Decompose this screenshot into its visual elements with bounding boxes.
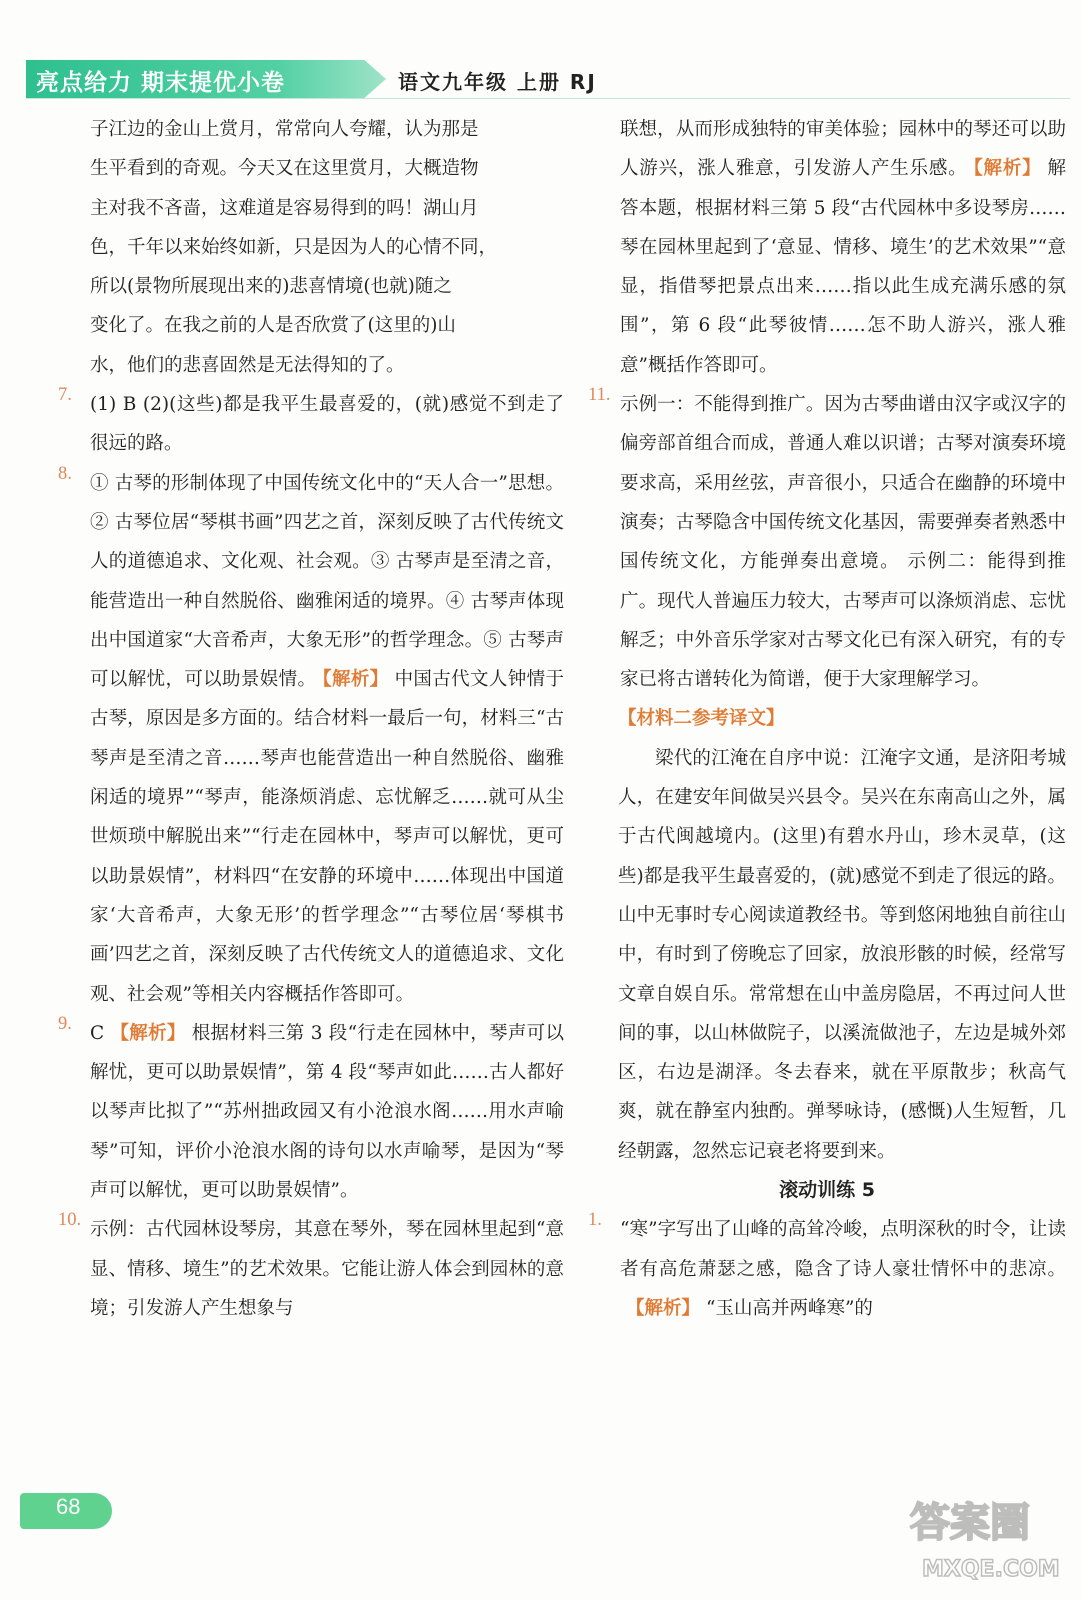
page-number: 68 (56, 1494, 81, 1519)
question-number: 10. (58, 1210, 82, 1231)
text-line: 所以(景物所展现出来的)悲喜情境(也就)随之 (90, 276, 452, 298)
text-line: 水，他们的悲喜固然是无法得知的了。 (90, 354, 405, 376)
header-rule (26, 98, 1070, 99)
subject-title: 语文九年级 上册 RJ (398, 70, 597, 94)
answer-9 (58, 1014, 564, 1210)
text-line: 子江边的金山上赏月，常常向人夸耀，认为那是 (90, 119, 479, 140)
brand-title: 亮点给力 期末提优小卷 (36, 70, 286, 96)
question-number: 1. (588, 1210, 602, 1231)
analysis-text: 中国古代文人钟情于古琴，原因是多方面的。结合材料一最后一句，材料三“古琴声是至清之音……琴声也能营造出一种自然脱俗、幽雅闲适的境界”“琴声，能涤烦消虑、忘忧解乏……就可从尘世烦琐中解脱出来”“行走在园林中，琴声可以解忧，更可以助景娱情”，材料四“在安静的环境中……体现出中国道家‘大音希声，大象无形’的哲学理念”“古琴位居‘琴棋书画’四艺之首，深刻反映了古代传统文人的道德追求、文化观、社会观”等相关内容概括作答即可。 (90, 669, 564, 1005)
answer-choice: C (90, 1022, 105, 1044)
analysis-tag: 【解析】 (626, 1297, 701, 1319)
question-number: 7. (58, 385, 72, 406)
answer-8 (58, 464, 564, 1014)
right-column (588, 110, 1066, 1328)
analysis-tag: 【解析】 (110, 1022, 186, 1044)
text-line: 生平看到的奇观。今天又在这里赏月，大概造物 (90, 158, 479, 180)
answer-text: 示例：古代园林设琴房，其意在琴外，琴在园林里起到“意显、情移、境生”的艺术效果。它能让游人体会到园林的意境；引发游人产生想象与 (90, 1219, 564, 1319)
analysis-tag: 【解析】 (322, 669, 389, 691)
text-line: 主对我不吝啬，这难道是容易得到的吗！湖山月 (90, 197, 479, 219)
translation-block (588, 739, 1066, 1171)
analysis-tag: 【解析】 (973, 158, 1042, 180)
question-number: 9. (58, 1013, 72, 1034)
analysis-text: “玉山高并两峰寒”的 (706, 1297, 873, 1319)
analysis-text: 解答本题，根据材料三第 5 段“古代园林中多设琴房……琴在园林里起到了‘意显、情移、境生’的艺术效果”“意显，指借琴把景点出来……指以此生成充满乐感的氛围”，第 6 段“此琴彼情……怎不助人游兴，涨人雅意”概括作答即可。 (620, 158, 1066, 376)
left-column (58, 110, 564, 1328)
watermark-text: 答案圈 (910, 1500, 1030, 1546)
section-title: 滚动训练 5 (779, 1179, 875, 1202)
analysis-text: 根据材料三第 3 段“行走在园林中，琴声可以解忧，更可以助景娱情”，第 4 段“琴声如此……古人都好以琴声比拟了”“苏州拙政园又有小沧浪水阁……用水声喻琴”可知，评价小沧浪水阁的诗句以水声喻琴，是因为“琴声可以解忧，更可以助景娱情”。 (90, 1022, 564, 1202)
answer-text: “寒”字写出了山峰的高耸冷峻，点明深秋的时令，让读者有高危萧瑟之感，隐含了诗人豪壮情怀中的悲凉。 (620, 1219, 1066, 1280)
translation-text: 梁代的江淹在自序中说：江淹字文通，是济阳考城人，在建安年间做吴兴县令。吴兴在东南高山之外，属于古代闽越境内。(这里)有碧水丹山，珍木灵草，(这些)都是我平生最喜爱的，(就)感觉不到走了很远的路。山中无事时专心阅读道教经书。等到悠闲地独自前往山中，有时到了傍晚忘了回家，放浪形骸的时候，经常写文章自娱自乐。常常想在山中盖房隐居，不再过问人世间的事，以山林做院子，以溪流做池子，左边是城外郊区，右边是湖泽。冬去春来，就在平原散步；秋高气爽，就在静室内独酌。弹琴咏诗，(感慨)人生短暂，几经朝露，忽然忘记衰老将要到来。 (618, 747, 1066, 1162)
answer-text: (1) B (2)(这些)都是我平生最喜爱的，(就)感觉不到走了很远的路。 (90, 394, 564, 455)
answer-s1 (588, 1210, 1066, 1328)
answer-10 (58, 1210, 564, 1328)
answer-7 (58, 385, 564, 464)
question-number: 11. (588, 385, 611, 406)
text-line: 色，千年以来始终如新，只是因为人的心情不同， (90, 236, 498, 258)
text-line: 变化了。在我之前的人是否欣赏了(这里的)山 (90, 315, 456, 337)
continued-translation (58, 110, 564, 385)
watermark-logo (900, 1478, 1060, 1594)
answer-text: ① 古琴的形制体现了中国传统文化中的“天人合一”思想。② 古琴位居“琴棋书画”四艺之首，深刻反映了古代传统文人的道德追求、文化观、社会观。③ 古琴声是至清之音，能营造出一种自然脱俗、幽雅闲适的境界。④ 古琴声体现出中国道家“大音希声，大象无形”的哲学理念。⑤ 古琴声可以解忧，可以助景娱情。 (90, 472, 564, 691)
watermark-url: MXQE.COM (922, 1557, 1060, 1582)
answer-11 (588, 385, 1066, 699)
question-number: 8. (58, 463, 72, 484)
answer-text: 联想，从而形成独特的审美体验；园林中的琴还可以助人游兴，涨人雅意，引发游人产生乐感。 (620, 119, 1066, 180)
answer-text: 示例一：不能得到推广。因为古琴曲谱由汉字或汉字的偏旁部首组合而成，普通人难以识谱；古琴对演奏环境要求高，采用丝弦，声音很小，只适合在幽静的环境中演奏；古琴隐含中国传统文化基因，需要弹奏者熟悉中国传统文化，方能弹奏出意境。 示例二：能得到推广。现代人普遍压力较大，古琴声可以涤烦消虑、忘忧解乏；中外音乐学家对古琴文化已有深入研究，有的专家已将古谱转化为简谱，便于大家理解学习。 (620, 394, 1066, 691)
translation-tag: 【材料二参考译文】 (618, 708, 785, 730)
answer-10-continued (588, 110, 1066, 385)
